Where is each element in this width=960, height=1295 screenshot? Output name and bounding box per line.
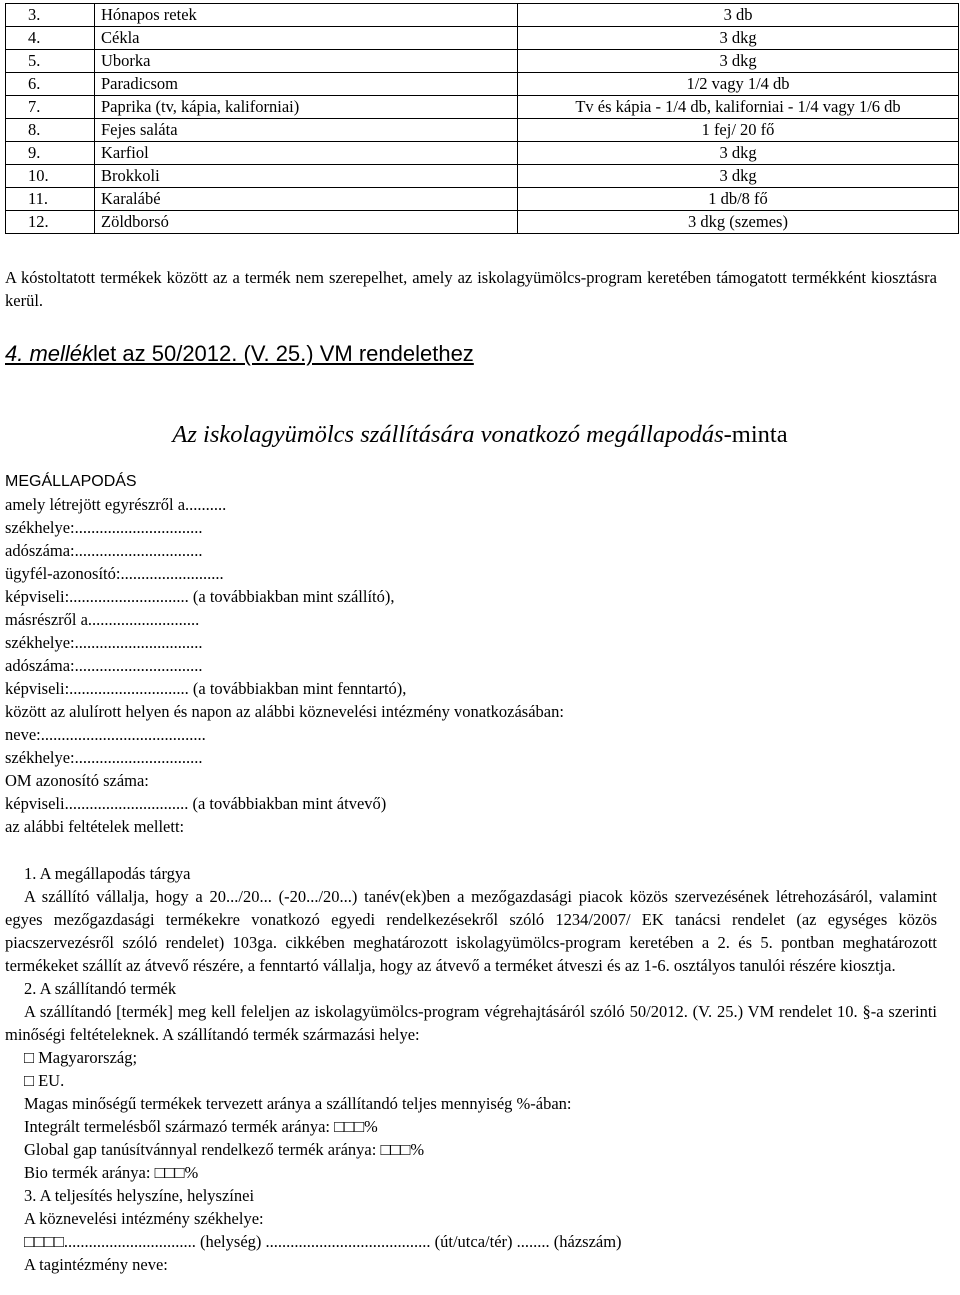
agreement-form (5, 470, 945, 838)
row-number-cell: 4. (6, 27, 95, 50)
row-number-cell: 7. (6, 96, 95, 119)
form-line: amely létrejött egyrészről a.......... (5, 495, 227, 514)
section-1-heading: 1. A megállapodás tárgya (24, 864, 191, 883)
row-number-cell: 6. (6, 73, 95, 96)
form-line: képviseli:............................. (a továbbiakban mint fenntartó), (5, 679, 407, 698)
form-line: között az alulírott helyen és napon az alábbi köznevelési intézmény vonatkozásában: (5, 702, 564, 721)
table-row (6, 165, 959, 188)
row-number-cell: 11. (6, 188, 95, 211)
quantity-cell: 3 db (518, 4, 959, 27)
form-line: adószáma:............................... (5, 656, 203, 675)
form-line: képviseli:............................. (a továbbiakban mint szállító), (5, 587, 395, 606)
integrated-ratio-line: Integrált termelésből származó termék aránya: □□□% (24, 1117, 378, 1136)
form-line: OM azonosító száma: (5, 771, 149, 790)
product-name-cell: Paprika (tv, kápia, kaliforniai) (95, 96, 518, 119)
form-line: adószáma:............................... (5, 541, 203, 560)
product-name-cell: Brokkoli (95, 165, 518, 188)
product-name-cell: Karalábé (95, 188, 518, 211)
row-number-cell: 12. (6, 211, 95, 234)
quality-ratio-line: Magas minőségű termékek tervezett aránya a szállítandó teljes mennyiség %-ában: (24, 1094, 572, 1113)
quantity-cell: Tv és kápia - 1/4 db, kaliforniai - 1/4 vagy 1/6 db (518, 96, 959, 119)
quantity-cell: 1 db/8 fő (518, 188, 959, 211)
table-row (6, 50, 959, 73)
product-name-cell: Karfiol (95, 142, 518, 165)
quantity-cell: 1 fej/ 20 fő (518, 119, 959, 142)
table-row (6, 119, 959, 142)
quantity-cell: 3 dkg (518, 27, 959, 50)
table-row (6, 73, 959, 96)
product-name-cell: Uborka (95, 50, 518, 73)
section-2-heading: 2. A szállítandó termék (24, 979, 177, 998)
bio-ratio-line: Bio termék aránya: □□□% (24, 1163, 199, 1182)
product-name-cell: Hónapos retek (95, 4, 518, 27)
origin-option-eu: □ EU. (24, 1071, 65, 1090)
form-line: székhelye:............................... (5, 518, 203, 537)
vegetable-quantity-table (5, 3, 959, 234)
section-3-line-3: A tagintézmény neve: (24, 1255, 168, 1274)
annex-heading-rest: let az 50/2012. (V. 25.) VM rendelethez (93, 341, 474, 366)
form-line: másrészről a........................... (5, 610, 200, 629)
table-row (6, 211, 959, 234)
table-row (6, 4, 959, 27)
form-line: neve:........................................ (5, 725, 206, 744)
product-name-cell: Zöldborsó (95, 211, 518, 234)
table-row (6, 96, 959, 119)
table-row (6, 27, 959, 50)
annex-heading-italic: 4. mellék (5, 341, 94, 366)
row-number-cell: 9. (6, 142, 95, 165)
form-line: székhelye:............................... (5, 633, 203, 652)
quantity-cell: 3 dkg (518, 165, 959, 188)
row-number-cell: 8. (6, 119, 95, 142)
product-name-cell: Cékla (95, 27, 518, 50)
form-line: az alábbi feltételek mellett: (5, 817, 185, 836)
annex-heading (5, 340, 474, 368)
table-row (6, 142, 959, 165)
row-number-cell: 5. (6, 50, 95, 73)
form-line: képviseli.............................. (a továbbiakban mint átvevő) (5, 794, 387, 813)
globalgap-ratio-line: Global gap tanúsítvánnyal rendelkező termék aránya: □□□% (24, 1140, 425, 1159)
row-number-cell: 10. (6, 165, 95, 188)
document-title-rest: -minta (723, 421, 788, 448)
quantity-cell: 1/2 vagy 1/4 db (518, 73, 959, 96)
document-title-italic: Az iskolagyümölcs szállítására vonatkozó megállapodás (172, 421, 724, 448)
quantity-cell: 3 dkg (szemes) (518, 211, 959, 234)
document-title (0, 420, 960, 450)
row-number-cell: 3. (6, 4, 95, 27)
origin-option-hungary: □ Magyarország; (24, 1048, 138, 1067)
quantity-cell: 3 dkg (518, 142, 959, 165)
quantity-cell: 3 dkg (518, 50, 959, 73)
section-3-line-2: □□□□................................ (helység) ........................................ (út/utca/tér) ........ (házszám) (24, 1232, 622, 1251)
product-name-cell: Fejes saláta (95, 119, 518, 142)
form-line: székhelye:............................... (5, 748, 203, 767)
product-name-cell: Paradicsom (95, 73, 518, 96)
note-paragraph: A kóstoltatott termékek között az a termék nem szerepelhet, amely az iskolagyümölcs-program keretében támogatott termékként kiosztásra kerül. (5, 268, 937, 310)
table-row (6, 188, 959, 211)
agreement-body (5, 862, 937, 1276)
section-1-text: A szállító vállalja, hogy a 20.../20... (-20.../20...) tanév(ek)ben a mezőgazdasági piacok közös szervezésének létrehozásáról, valamint egyes mezőgazdasági termékekre vonatkozó egyedi rendelkezésekről szóló 1234/2007/ EK tanácsi rendelet (az egységes közös piacszervezésről szóló rendelet) 103ga. cikkében meghatározott iskolagyümölcs-program keretében a 2. és 5. pontban meghatározott termékeket szállít az átvevő részére, a fenntartó vállalja, hogy az átvevő a terméket átveszi és az 1-6. osztályos tanulói részére kiosztja. (5, 887, 937, 975)
section-3-line-1: A köznevelési intézmény székhelye: (24, 1209, 264, 1228)
section-3-heading: 3. A teljesítés helyszíne, helyszínei (24, 1186, 255, 1205)
agreement-heading: MEGÁLLAPODÁS (5, 473, 137, 490)
section-2-text: A szállítandó [termék] meg kell feleljen az iskolagyümölcs-program végrehajtásáról szóló 50/2012. (V. 25.) VM rendelet 10. §-a szerinti minőségi feltételeknek. A szállítandó termék származási helye: (5, 1002, 937, 1044)
form-line: ügyfél-azonosító:......................... (5, 564, 224, 583)
